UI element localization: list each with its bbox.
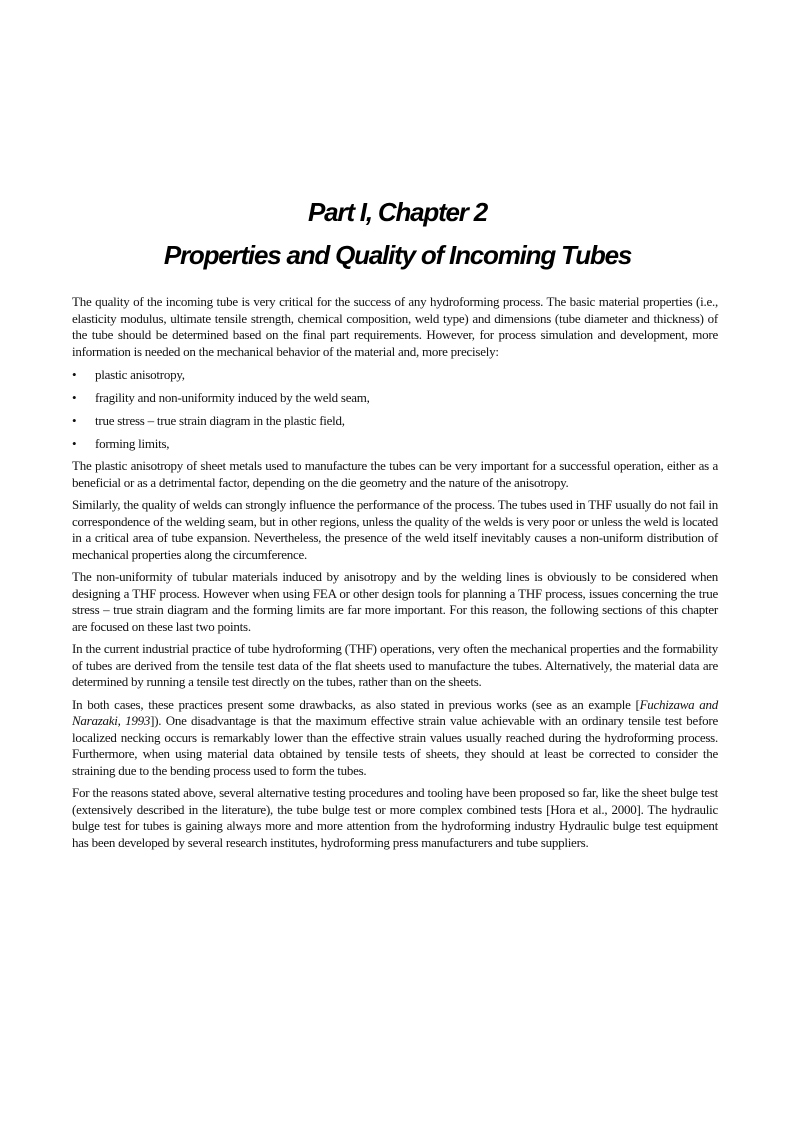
bullet-icon: •: [72, 390, 77, 405]
paragraph-drawbacks-start: In both cases, these practices present some drawbacks, as also stated in previous works (see as an example [: [72, 696, 640, 712]
list-item-text: true stress – true strain diagram in the plastic field,: [95, 413, 345, 428]
paragraph-industrial-practice: In the current industrial practice of tube hydroforming (THF) operations, very often the mechanical properties and the formability of tubes are derived from the tensile test data of the flat sheets used to manufacture the tubes. Alternatively, the material data are determined by running a tensile test directly on the tubes, rather than on the sheets.: [72, 641, 718, 689]
body-text: [72, 294, 718, 857]
citation: Fuchizawa and Narazaki, 1993: [72, 696, 718, 728]
list-item: [72, 435, 718, 452]
list-item-text: forming limits,: [95, 436, 170, 451]
paragraph-welds: Similarly, the quality of welds can strongly influence the performance of the process. The tubes used in THF usually do not fail in correspondence of the welding seam, but in other regions, unless the quality of the welds is very poor or unless the weld is located in a critical area of tube expansion. Nevertheless, the presence of the weld itself inevitably causes a non-uniform distribution of mechanical properties along the circumference.: [72, 497, 718, 562]
chapter-subtitle: Properties and Quality of Incoming Tubes: [163, 240, 632, 270]
bullet-icon: •: [72, 413, 77, 428]
paragraph-intro: The quality of the incoming tube is very critical for the success of any hydroforming process. The basic material properties (i.e., elasticity modulus, ultimate tensile strength, chemical composition, weld type) and dimensions (tube diameter and thickness) of the tube should be determined based on the final part requirements. However, for process simulation and development, more information is needed on the mechanical behavior of the material and, more precisely:: [72, 294, 718, 359]
paragraph-drawbacks-end: ]). One disadvantage is that the maximum effective strain value achievable with an ordinary tensile test before localized necking occurs is remarkably lower than the effective strain values usually reached during the hydroforming process. Furthermore, when using material data obtained by tensile tests of sheets, they should at least be corrected to consider the straining due to the bending process used to form the tubes.: [72, 713, 718, 778]
list-item-text: plastic anisotropy,: [95, 367, 185, 382]
list-item: [72, 389, 718, 406]
bullet-icon: •: [72, 367, 77, 382]
chapter-title: Part I, Chapter 2: [308, 197, 487, 227]
paragraph-non-uniformity: The non-uniformity of tubular materials induced by anisotropy and by the welding lines is obviously to be considered when designing a THF process. However when using FEA or other design tools for planning a THF process, issues concerning the true stress – true strain diagram and the forming limits are far more important. For this reason, the following sections of this chapter are focused on these last two points.: [72, 569, 718, 634]
list-item: [72, 366, 718, 383]
bullet-icon: •: [72, 436, 77, 451]
paragraph-drawbacks: [72, 697, 718, 780]
list-item-text: fragility and non-uniformity induced by the weld seam,: [95, 390, 370, 405]
paragraph-anisotropy: The plastic anisotropy of sheet metals used to manufacture the tubes can be very important for a successful operation, either as a beneficial or as a detrimental factor, depending on the die geometry and the nature of the anisotropy.: [72, 458, 718, 490]
property-list: [72, 366, 718, 452]
list-item: [72, 412, 718, 429]
paragraph-alternatives: For the reasons stated above, several alternative testing procedures and tooling have been proposed so far, like the sheet bulge test (extensively described in the literature), the tube bulge test or more complex combined tests [Hora et al., 2000]. The hydraulic bulge test for tubes is gaining always more and more attention from the hydroforming industry Hydraulic bulge test equipment has been developed by several research institutes, hydroforming press manufacturers and tube suppliers.: [72, 785, 718, 850]
